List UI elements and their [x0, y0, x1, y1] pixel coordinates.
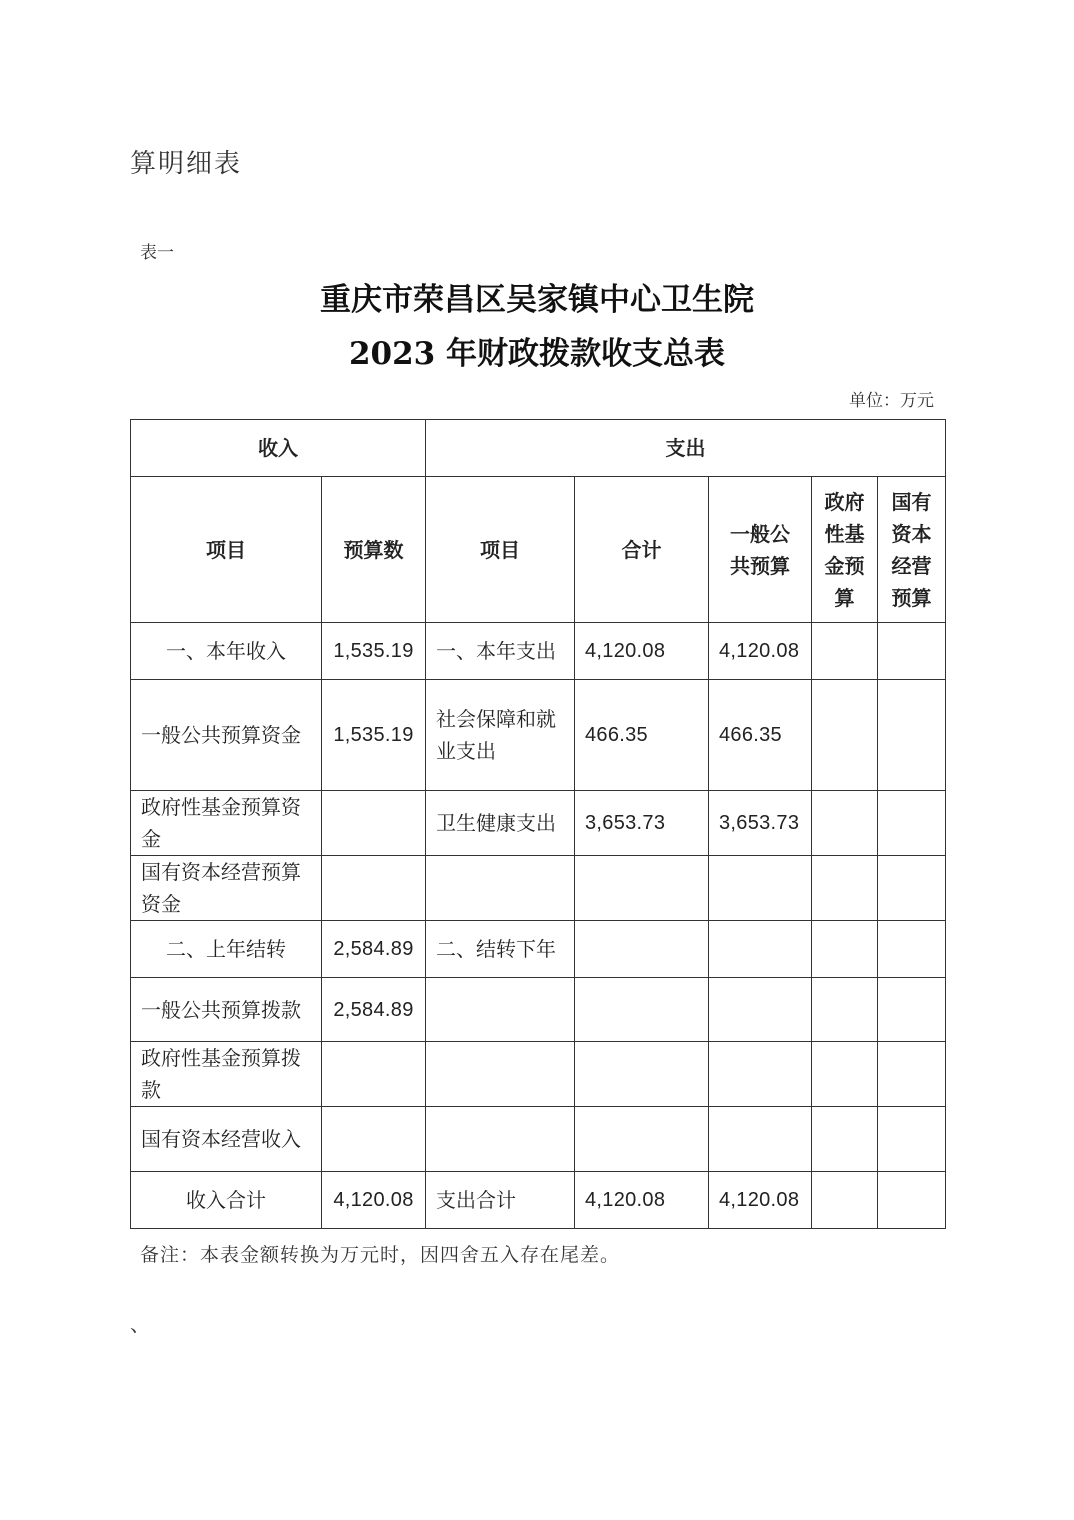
income-item-cell: 国有资本经营预算资金: [131, 856, 322, 921]
gov-fund-cell: [812, 978, 878, 1042]
expense-total-cell: 466.35: [575, 680, 709, 791]
general-budget-cell: [709, 1107, 812, 1172]
expense-total-value: 4,120.08: [575, 1172, 709, 1229]
expense-item-cell: 一、本年支出: [426, 623, 575, 680]
table-row: [131, 623, 946, 680]
expense-total-header: 合计: [575, 477, 709, 623]
table-row: [131, 1042, 946, 1107]
state-capital-cell: [878, 1107, 946, 1172]
state-capital-cell: [878, 623, 946, 680]
state-capital-header: 国有资本经营预算: [878, 477, 946, 623]
gov-fund-cell: [812, 1042, 878, 1107]
income-item-cell: 政府性基金预算拨款: [131, 1042, 322, 1107]
general-budget-cell: 3,653.73: [709, 791, 812, 856]
income-item-header: 项目: [131, 477, 322, 623]
general-budget-cell: [709, 978, 812, 1042]
general-budget-cell: [709, 921, 812, 978]
expense-item-header: 项目: [426, 477, 575, 623]
table-row: [131, 978, 946, 1042]
state-capital-cell: [878, 1042, 946, 1107]
budget-amount-cell: 2,584.89: [322, 978, 426, 1042]
budget-amount-cell: [322, 856, 426, 921]
table-row: [131, 1107, 946, 1172]
table-row: [131, 856, 946, 921]
state-capital-cell: [878, 791, 946, 856]
general-budget-cell: [709, 856, 812, 921]
state-capital-total-value: [878, 1172, 946, 1229]
expense-total-cell: [575, 1107, 709, 1172]
unit-label: 单位：万元: [849, 391, 934, 411]
gov-fund-cell: [812, 856, 878, 921]
gov-fund-cell: [812, 680, 878, 791]
table-group-header-row: [131, 420, 946, 477]
expense-item-cell: 社会保障和就业支出: [426, 680, 575, 791]
state-capital-cell: [878, 921, 946, 978]
table-column-header-row: [131, 477, 946, 623]
gov-fund-total-value: [812, 1172, 878, 1229]
income-item-cell: 一、本年收入: [131, 623, 322, 680]
expense-total-cell: 3,653.73: [575, 791, 709, 856]
state-capital-cell: [878, 856, 946, 921]
general-budget-cell: 4,120.08: [709, 623, 812, 680]
expense-total-cell: [575, 921, 709, 978]
document-title-line2: 2023 年财政拨款收支总表: [348, 336, 726, 372]
gov-fund-cell: [812, 921, 878, 978]
income-item-cell: 一般公共预算拨款: [131, 978, 322, 1042]
budget-amount-cell: [322, 1042, 426, 1107]
budget-amount-header: 预算数: [322, 477, 426, 623]
budget-amount-cell: [322, 791, 426, 856]
gov-fund-cell: [812, 623, 878, 680]
general-budget-cell: 466.35: [709, 680, 812, 791]
state-capital-cell: [878, 978, 946, 1042]
income-total-value: 4,120.08: [322, 1172, 426, 1229]
document-title-line1: 重庆市荣昌区吴家镇中心卫生院: [320, 282, 754, 318]
gov-fund-cell: [812, 1107, 878, 1172]
budget-amount-cell: 1,535.19: [322, 623, 426, 680]
gov-fund-header: 政府性基金预算: [812, 477, 878, 623]
expense-item-cell: 二、结转下年: [426, 921, 575, 978]
budget-amount-cell: 1,535.19: [322, 680, 426, 791]
income-item-cell: 政府性基金预算资金: [131, 791, 322, 856]
income-item-cell: 二、上年结转: [131, 921, 322, 978]
expense-total-cell: [575, 856, 709, 921]
expense-item-cell: [426, 856, 575, 921]
table-row: [131, 680, 946, 791]
state-capital-cell: [878, 680, 946, 791]
general-budget-total-value: 4,120.08: [709, 1172, 812, 1229]
table-row: [131, 921, 946, 978]
general-budget-header: 一般公共预算: [709, 477, 812, 623]
expense-total-cell: [575, 978, 709, 1042]
budget-amount-cell: [322, 1107, 426, 1172]
table-number: 表一: [140, 243, 174, 263]
table-row: [131, 791, 946, 856]
expense-item-cell: 卫生健康支出: [426, 791, 575, 856]
expense-item-cell: [426, 1042, 575, 1107]
table-footnote: 备注：本表金额转换为万元时，因四舍五入存在尾差。: [140, 1244, 621, 1266]
expense-group-header: 支出: [426, 420, 946, 477]
income-item-cell: 一般公共预算资金: [131, 680, 322, 791]
expense-total-cell: 4,120.08: [575, 623, 709, 680]
income-total-label: 收入合计: [131, 1172, 322, 1229]
income-item-cell: 国有资本经营收入: [131, 1107, 322, 1172]
general-budget-cell: [709, 1042, 812, 1107]
table-total-row: [131, 1172, 946, 1229]
stray-punctuation-mark: 、: [130, 1312, 150, 1336]
gov-fund-cell: [812, 791, 878, 856]
income-group-header: 收入: [131, 420, 426, 477]
budget-amount-cell: 2,584.89: [322, 921, 426, 978]
expense-item-cell: [426, 1107, 575, 1172]
expense-total-label: 支出合计: [426, 1172, 575, 1229]
previous-section-heading: 算明细表: [130, 149, 243, 179]
budget-summary-table: [130, 419, 946, 1229]
expense-item-cell: [426, 978, 575, 1042]
expense-total-cell: [575, 1042, 709, 1107]
